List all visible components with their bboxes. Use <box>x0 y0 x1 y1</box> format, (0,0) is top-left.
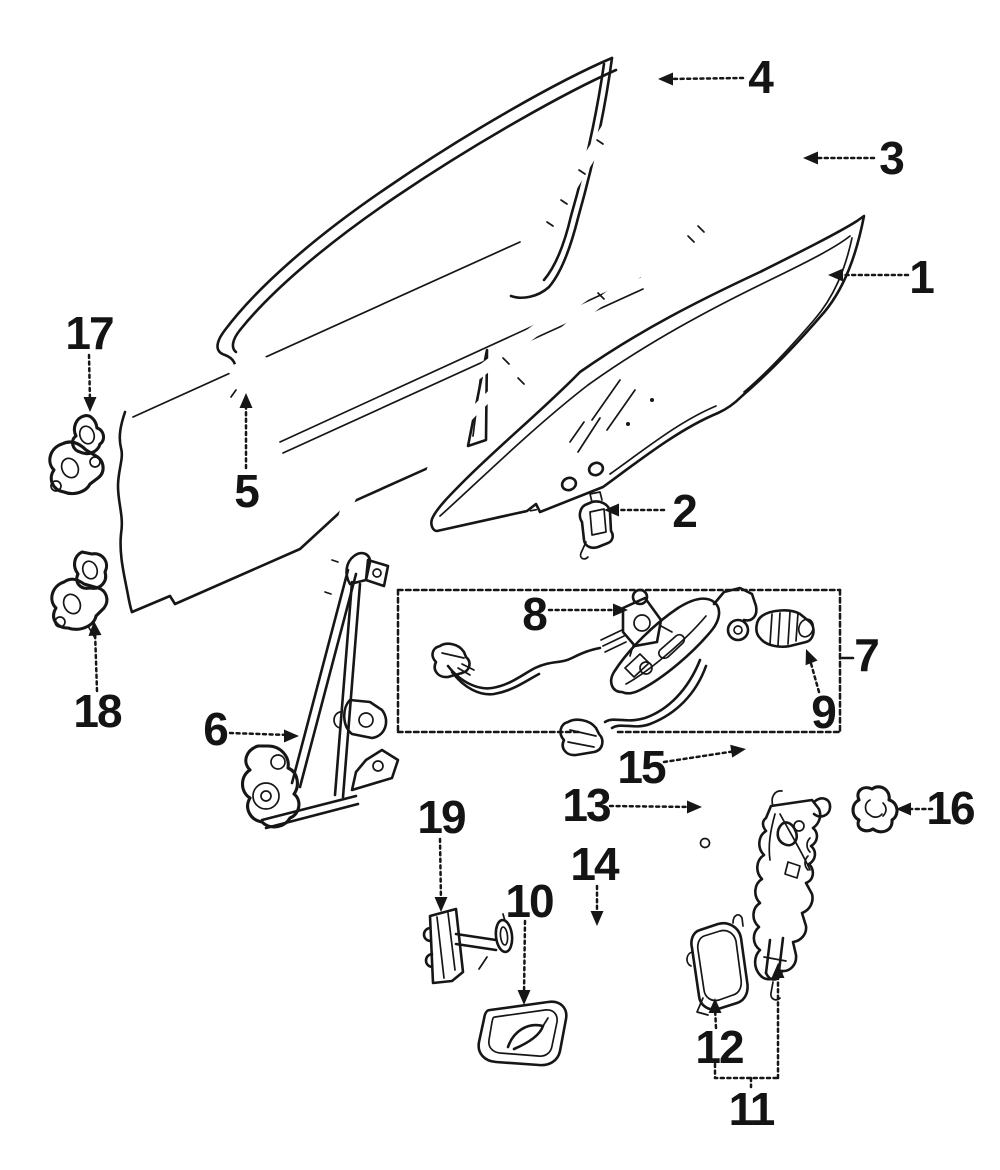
callout-label-7[interactable]: 7 <box>854 629 878 681</box>
callout-label-12[interactable]: 12 <box>695 1021 743 1073</box>
arrowhead-14 <box>591 911 604 926</box>
glass-reflection-strokes <box>570 380 654 452</box>
callout-label-2[interactable]: 2 <box>672 485 696 537</box>
glass-bracket-clip <box>580 492 613 559</box>
callout-5 <box>234 393 259 517</box>
glass-mount-hole-rear <box>587 461 604 477</box>
lock-shield-plate <box>687 915 748 1015</box>
callout-15 <box>617 741 746 793</box>
inside-handle-bezel <box>479 1002 567 1065</box>
glass-run-channel <box>314 160 794 622</box>
callout-label-16[interactable]: 16 <box>926 782 974 834</box>
glass-inner-front-line <box>440 236 850 516</box>
arrowhead-1 <box>828 269 843 282</box>
callout-label-6[interactable]: 6 <box>203 703 227 755</box>
callout-6 <box>203 703 299 755</box>
callout-label-13[interactable]: 13 <box>562 779 610 831</box>
arrowhead-17 <box>84 397 97 412</box>
upper-door-hinge <box>50 416 104 494</box>
callout-4 <box>658 51 774 103</box>
callout-14 <box>570 838 620 926</box>
sash-clip <box>231 361 272 397</box>
belt-line-lower-1 <box>280 277 640 442</box>
callout-3 <box>803 132 903 184</box>
window-regulator <box>243 553 399 828</box>
outside-handle-assembly <box>561 588 816 755</box>
callout-label-19[interactable]: 19 <box>417 791 465 843</box>
harness-connector-lower <box>561 720 603 755</box>
callout-9 <box>806 649 836 738</box>
run-channel-seam-marks <box>325 226 704 594</box>
handle-bracket <box>714 588 756 620</box>
run-channel-rear-leg <box>429 166 794 492</box>
run-channel-front-leg <box>314 160 792 622</box>
callout-label-4[interactable]: 4 <box>748 51 772 103</box>
callout-8 <box>522 588 628 640</box>
callout-label-17[interactable]: 17 <box>65 307 113 359</box>
lower-door-hinge <box>52 552 107 638</box>
callout-label-18[interactable]: 18 <box>73 685 121 737</box>
door-front-edge <box>118 412 132 612</box>
arrowhead-3 <box>803 152 818 165</box>
callout-label-11[interactable]: 11 <box>728 1083 774 1135</box>
callout-label-8[interactable]: 8 <box>522 588 546 640</box>
callout-17 <box>65 307 113 412</box>
callout-16 <box>896 782 974 834</box>
callout-18 <box>73 621 122 737</box>
arrowhead-6 <box>284 730 299 743</box>
callout-label-10[interactable]: 10 <box>505 875 553 927</box>
callout-label-3[interactable]: 3 <box>879 132 903 184</box>
regulator-motor <box>243 746 299 827</box>
lock-cylinder <box>756 610 813 646</box>
callout-1 <box>828 251 934 303</box>
glass-inner-bottom-line <box>610 406 716 474</box>
callout-label-15[interactable]: 15 <box>617 741 665 793</box>
callout-2 <box>604 485 696 537</box>
door-bottom-edge <box>132 468 428 612</box>
glass-mount-hole-front <box>560 476 577 492</box>
arrowhead-9 <box>806 649 818 665</box>
arrowhead-15 <box>730 745 746 758</box>
door-lock-assembly <box>753 791 830 1000</box>
callout-12 <box>695 998 743 1073</box>
callout-label-5[interactable]: 5 <box>234 465 258 517</box>
callout-label-14[interactable]: 14 <box>570 838 618 890</box>
callout-19 <box>417 791 465 912</box>
callout-label-9[interactable]: 9 <box>811 686 835 738</box>
glass-hidden-edge-dashed <box>498 509 540 517</box>
arrowhead-10 <box>518 990 531 1005</box>
callout-7 <box>842 629 878 681</box>
arrowhead-5 <box>240 393 253 408</box>
arrowhead-19 <box>435 897 448 912</box>
callout-label-1[interactable]: 1 <box>909 251 933 303</box>
glass-inner-rear-line <box>744 238 852 392</box>
grommet <box>853 787 897 832</box>
door-check <box>424 909 514 983</box>
sash-channel <box>528 72 646 258</box>
arrowhead-4 <box>658 73 673 86</box>
